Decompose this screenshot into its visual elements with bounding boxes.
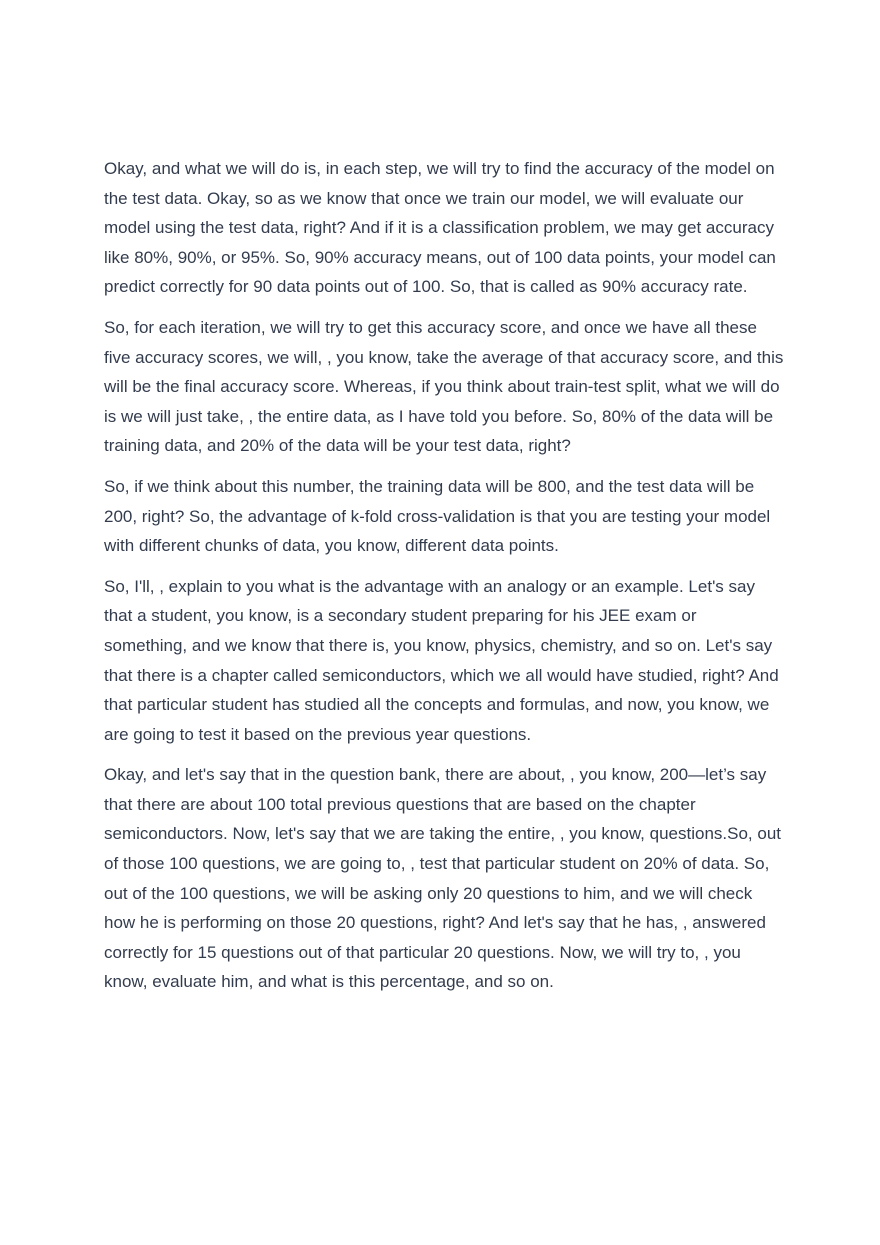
paragraph-2: So, for each iteration, we will try to get this accuracy score, and once we have all these five accuracy scores, we will, , you know, take the average of that accuracy score, and this will be the final accuracy score. Whereas, if you think about train-test split, what we will do is we will just take, , the entire data, as I have told you before. So, 80% of the data will be training data, and 20% of the data will be your test data, right? bbox=[104, 317, 784, 456]
paragraph-4: So, I'll, , explain to you what is the advantage with an analogy or an example. Let's say that a student, you know, is a secondary student preparing for his JEE exam or something, and we know that there is, you know, physics, chemistry, and so on. Let's say that there is a chapter called semiconductors, which we all would have studied, right? And that particular student has studied all the concepts and formulas, and now, you know, we are going to test it based on the previous year questions. bbox=[104, 576, 779, 744]
document-body bbox=[104, 154, 784, 1008]
paragraph-3: So, if we think about this number, the training data will be 800, and the test data will be 200, right? So, the advantage of k-fold cross-validation is that you are testing your model with different chunks of data, you know, different data points. bbox=[104, 476, 771, 556]
paragraph-5: Okay, and let's say that in the question bank, there are about, , you know, 200—let’s say that there are about 100 total previous questions that are based on the chapter semiconductors. Now, let's say that we are taking the entire, , you know, questions.So, out of those 100 questions, we are going to, , test that particular student on 20% of data. So, out of the 100 questions, we will be asking only 20 questions to him, and we will check how he is performing on those 20 questions, right? And let's say that he has, , answered correctly for 15 questions out of that particular 20 questions. Now, we will try to, , you know, evaluate him, and what is this percentage, and so on. bbox=[104, 765, 781, 992]
paragraph-1: Okay, and what we will do is, in each step, we will try to find the accuracy of the model on the test data. Okay, so as we know that once we train our model, we will evaluate our model using the test data, right? And if it is a classification problem, we may get accuracy like 80%, 90%, or 95%. So, 90% accuracy means, out of 100 data points, your model can predict correctly for 90 data points out of 100. So, that is called as 90% accuracy rate. bbox=[104, 159, 776, 297]
